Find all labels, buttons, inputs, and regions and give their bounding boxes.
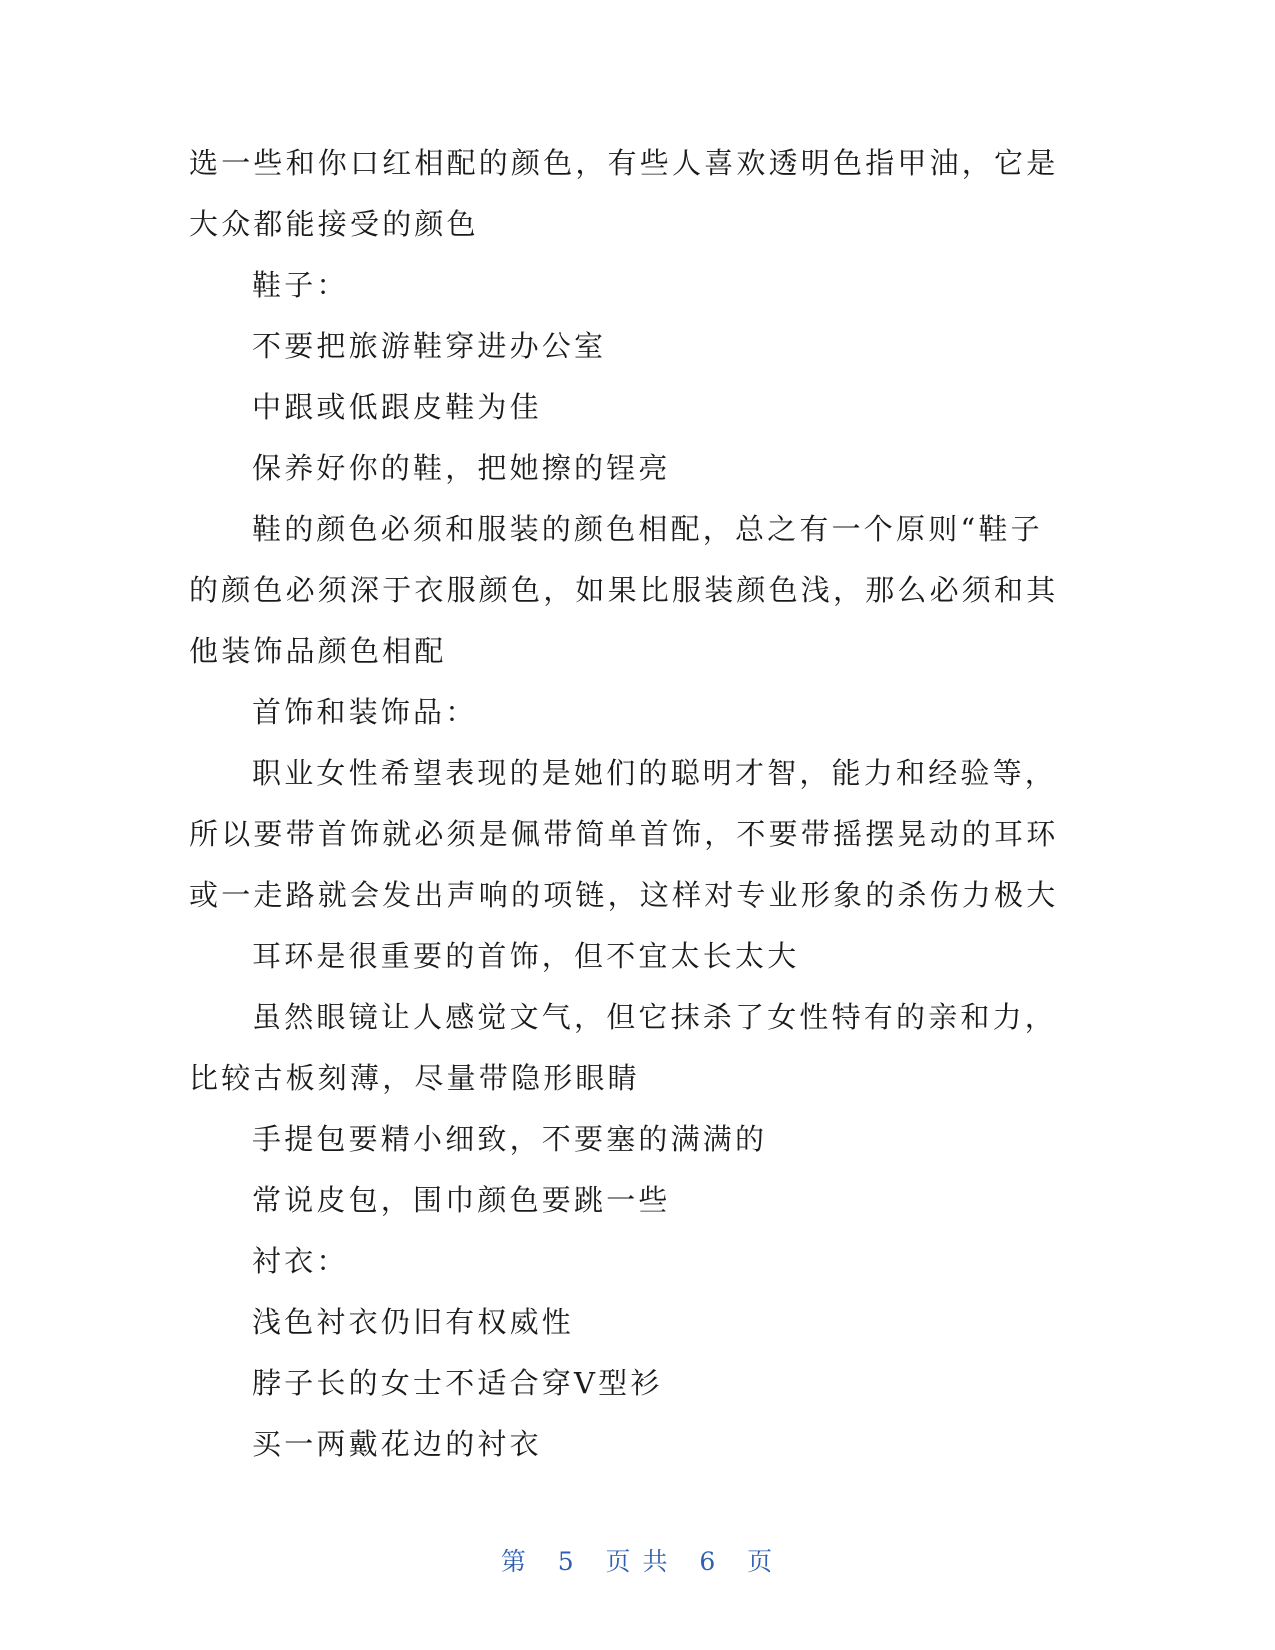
paragraph: 常说皮包，围巾颜色要跳一些 <box>252 1183 671 1217</box>
paragraph: 买一两戴花边的衬衣 <box>252 1427 542 1461</box>
paragraph: 不要把旅游鞋穿进办公室 <box>252 329 607 363</box>
paragraph: 保养好你的鞋，把她擦的锃亮 <box>252 451 671 485</box>
paragraph: 耳环是很重要的首饰，但不宜太长太大 <box>252 939 800 973</box>
footer-total-pages: 6 <box>699 1547 718 1576</box>
paragraph: 脖子长的女士不适合穿V型衫 <box>252 1366 663 1400</box>
footer-current-page: 5 <box>557 1547 576 1576</box>
paragraph: 鞋子： <box>252 268 349 302</box>
paragraph: 浅色衬衣仍旧有权威性 <box>252 1305 575 1339</box>
page-footer <box>0 1542 1275 1578</box>
document-body <box>189 133 1061 1475</box>
paragraph: 手提包要精小细致，不要塞的满满的 <box>252 1122 768 1156</box>
paragraph: 选一些和你口红相配的颜色，有些人喜欢透明色指甲油，它是大众都能接受的颜色 <box>189 146 1059 241</box>
paragraph: 虽然眼镜让人感觉文气，但它抹杀了女性特有的亲和力，比较古板刻薄，尽量带隐形眼睛 <box>189 1000 1058 1095</box>
footer-suffix: 页 <box>747 1547 775 1576</box>
paragraph: 鞋的颜色必须和服装的颜色相配，总之有一个原则“鞋子的颜色必须深于衣服颜色，如果比服装颜色浅，那么必须和其他装饰品颜色相配 <box>189 512 1059 668</box>
paragraph: 中跟或低跟皮鞋为佳 <box>252 390 542 424</box>
footer-prefix: 第 <box>500 1547 528 1576</box>
paragraph: 衬衣： <box>252 1244 349 1278</box>
footer-middle: 页 共 <box>605 1547 670 1576</box>
paragraph: 首饰和装饰品： <box>252 695 478 729</box>
paragraph: 职业女性希望表现的是她们的聪明才智，能力和经验等，所以要带首饰就必须是佩带简单首饰，不要带摇摆晃动的耳环或一走路就会发出声响的项链，这样对专业形象的杀伤力极大 <box>189 756 1059 912</box>
